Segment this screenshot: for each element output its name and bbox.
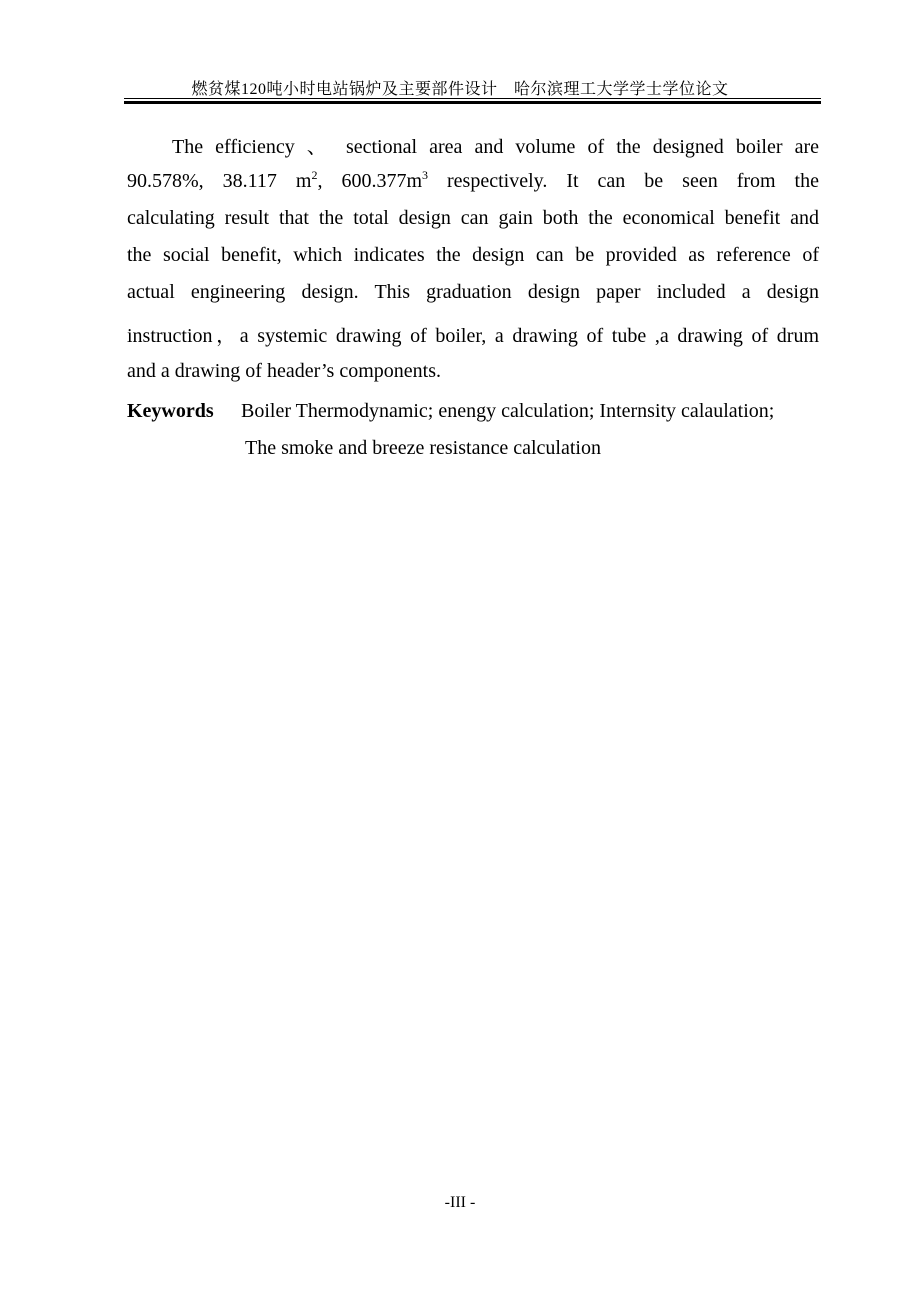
abstract-line: calculating result that the total design can gain both the economical benefit and (127, 207, 819, 229)
keywords-label: Keywords (127, 400, 214, 422)
abstract-line: 90.578%, 38.117 $m^2$, $600.377m^3$ respectively. It can be seen from the (127, 168, 819, 192)
page-number: -III - (444, 1194, 476, 1211)
header-rule-thin (124, 98, 821, 99)
keywords-line-2: The smoke and breeze resistance calculation (245, 437, 601, 459)
abstract-line: The efficiency 、 sectional area and volume of the designed boiler are (172, 136, 819, 158)
header-title: 燃贫煤120吨小时电站锅炉及主要部件设计 哈尔滨理工大学学士学位论文 (191, 81, 729, 98)
abstract-line: the social benefit, which indicates the design can be provided as reference of (127, 244, 819, 266)
abstract-line: actual engineering design. This graduation design paper included a design (127, 281, 819, 303)
header-rule-thick (124, 101, 821, 104)
abstract-line: and a drawing of header’s components. (127, 360, 441, 382)
keywords-line-1: Boiler Thermodynamic; enengy calculation; Internsity calaulation; (241, 400, 775, 422)
abstract-line: instruction，a systemic drawing of boiler, a drawing of tube ,a drawing of drum (127, 325, 819, 347)
